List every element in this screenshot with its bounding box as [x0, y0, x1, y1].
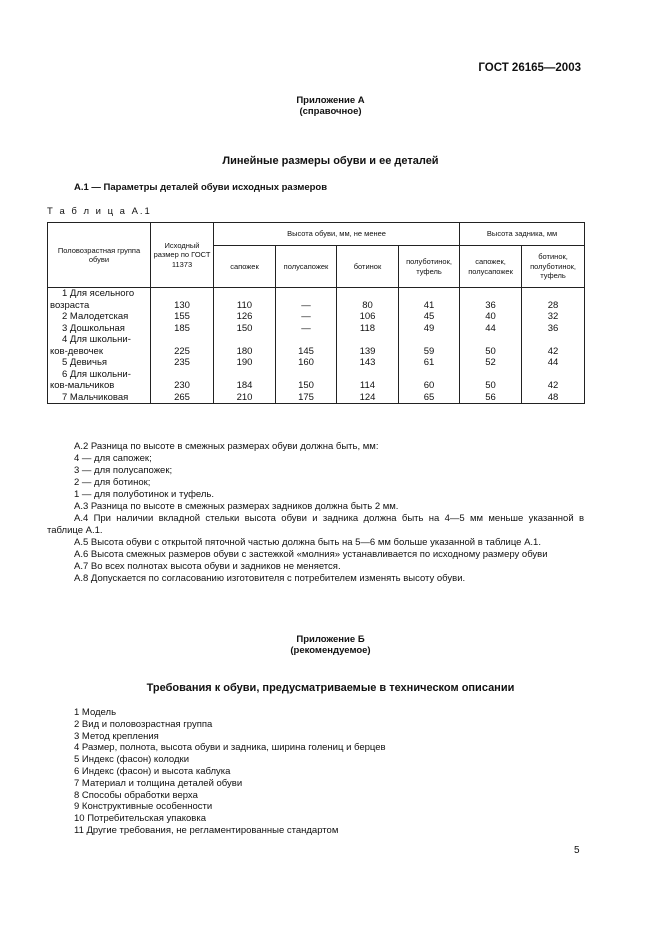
page-number: 5 — [574, 845, 580, 856]
cell: 114 — [337, 369, 399, 392]
requirements-list — [74, 707, 386, 837]
row-group-name: 1 Для ясельного возраста — [48, 288, 151, 312]
list-item: 1 Модель — [74, 707, 117, 718]
list-item: 6 Индекс (фасон) и высота каблука — [74, 765, 231, 777]
list-item: 5 Индекс (фасон) колодки — [74, 754, 189, 766]
cell: 42 — [522, 369, 585, 392]
cell: 44 — [522, 357, 585, 369]
cell: 56 — [460, 392, 522, 404]
note-a8: А.8 Допускается по согласованию изготовителя с потребителем изменять высоту обуви. — [74, 573, 466, 584]
row-group-name: 7 Мальчиковая — [48, 392, 151, 404]
cell: 130 — [151, 288, 214, 312]
row-group-name: 2 Малодетская — [48, 311, 151, 323]
note-a7: А.7 Во всех полнотах высота обуви и задников не меняется. — [74, 561, 341, 572]
subheader-half-boots: полусапожек — [276, 246, 337, 288]
cell: 52 — [460, 357, 522, 369]
cell: — — [276, 288, 337, 312]
note-a4: А.4 При наличии вкладной стельки высота обуви и задника должна быть на 4—5 мм меньше указанной в — [74, 513, 584, 524]
section-a1-heading: А.1 — Параметры деталей обуви исходных размеров — [74, 182, 328, 193]
list-item: 8 Способы обработки верха — [74, 789, 198, 801]
cell: 230 — [151, 369, 214, 392]
cell: 61 — [399, 357, 460, 369]
cell: 184 — [214, 369, 276, 392]
cell: 28 — [522, 288, 585, 312]
cell: 190 — [214, 357, 276, 369]
cell: 126 — [214, 311, 276, 323]
cell: 32 — [522, 311, 585, 323]
row-group-name: 6 Для школьни- ков-мальчиков — [48, 369, 151, 392]
row-group-name: 3 Дошкольная — [48, 323, 151, 335]
cell: 265 — [151, 392, 214, 404]
note-a2: А.2 Разница по высоте в смежных размерах обуви должна быть, мм: — [74, 441, 379, 452]
note-a2-item: 2 — для ботинок; — [74, 477, 151, 488]
cell: 118 — [337, 323, 399, 335]
note-a6: А.6 Высота смежных размеров обуви с застежкой «молния» устанавливается по исходному размеру обуви — [74, 549, 548, 560]
table-row — [48, 334, 585, 357]
cell: 106 — [337, 311, 399, 323]
note-a2-item: 1 — для полуботинок и туфель. — [74, 489, 215, 500]
subheader-ankle-boots: ботинок — [337, 246, 399, 288]
list-item: 3 Метод крепления — [74, 730, 159, 742]
table-row — [48, 357, 585, 369]
table-row — [48, 323, 585, 335]
appendix-a-heading: Линейные размеры обуви и ее деталей — [222, 155, 439, 167]
cell: 235 — [151, 357, 214, 369]
cell: 225 — [151, 334, 214, 357]
appendix-b-heading: Требования к обуви, предусматриваемые в техническом описании — [146, 682, 515, 694]
cell: 155 — [151, 311, 214, 323]
list-item: 4 Размер, полнота, высота обуви и задника, ширина голениц и берцев — [74, 742, 386, 754]
cell: 36 — [460, 288, 522, 312]
cell: 210 — [214, 392, 276, 404]
table-caption: Т а б л и ц а А.1 — [47, 206, 152, 217]
note-a4-continued: таблице А.1. — [47, 525, 103, 536]
cell: 150 — [276, 369, 337, 392]
table-row — [48, 369, 585, 392]
cell: 41 — [399, 288, 460, 312]
standard-number: ГОСТ 26165—2003 — [478, 62, 581, 74]
note-a5: А.5 Высота обуви с открытой пяточной частью должна быть на 5—6 мм больше указанной в таблице А.1. — [74, 537, 541, 548]
cell: 160 — [276, 357, 337, 369]
cell: 40 — [460, 311, 522, 323]
cell: 42 — [522, 334, 585, 357]
table-row — [48, 392, 585, 404]
cell: 180 — [214, 334, 276, 357]
note-a3: А.3 Разница по высоте в смежных размерах задников должна быть 2 мм. — [74, 501, 399, 512]
cell: 50 — [460, 334, 522, 357]
subheader-heel-shoes: ботинок, полуботинок, туфель — [522, 246, 585, 288]
cell: — — [276, 311, 337, 323]
note-a2-item: 3 — для полусапожек; — [74, 465, 173, 476]
cell: 175 — [276, 392, 337, 404]
list-item: 9 Конструктивные особенности — [74, 801, 213, 813]
cell: 143 — [337, 357, 399, 369]
cell: 145 — [276, 334, 337, 357]
list-item: 2 Вид и половозрастная группа — [74, 718, 213, 730]
cell: 49 — [399, 323, 460, 335]
cell: 44 — [460, 323, 522, 335]
subheader-heel-boots: сапожек, полусапожек — [460, 246, 522, 288]
row-group-name: 5 Девичья — [48, 357, 151, 369]
header-base-size: Исходный размер по ГОСТ 11373 — [151, 223, 214, 288]
cell: 48 — [522, 392, 585, 404]
cell: 59 — [399, 334, 460, 357]
cell: 185 — [151, 323, 214, 335]
cell: 80 — [337, 288, 399, 312]
cell: 50 — [460, 369, 522, 392]
cell: 110 — [214, 288, 276, 312]
cell: 60 — [399, 369, 460, 392]
list-item: 10 Потребительская упаковка — [74, 813, 206, 825]
subheader-boots: сапожек — [214, 246, 276, 288]
cell: 139 — [337, 334, 399, 357]
cell: — — [276, 323, 337, 335]
header-shoe-height: Высота обуви, мм, не менее — [214, 223, 460, 246]
header-heel-height: Высота задника, мм — [460, 223, 585, 246]
appendix-a-title: Приложение А — [296, 95, 365, 106]
table-row — [48, 311, 585, 323]
appendix-b-title: Приложение Б — [296, 634, 365, 645]
subheader-shoes: полуботинок, туфель — [399, 246, 460, 288]
table-row — [48, 288, 585, 312]
list-item: 11 Другие требования, не регламентированные стандартом — [74, 824, 339, 836]
cell: 36 — [522, 323, 585, 335]
appendix-b-type: (рекомендуемое) — [290, 645, 371, 656]
note-a2-item: 4 — для сапожек; — [74, 453, 152, 464]
appendix-a-type: (справочное) — [299, 106, 362, 117]
list-item: 7 Материал и толщина деталей обуви — [74, 777, 243, 789]
cell: 45 — [399, 311, 460, 323]
header-age-group: Половозрастная группа обуви — [48, 223, 151, 288]
cell: 124 — [337, 392, 399, 404]
row-group-name: 4 Для школьни- ков-девочек — [48, 334, 151, 357]
dimensions-table — [47, 222, 585, 404]
cell: 150 — [214, 323, 276, 335]
cell: 65 — [399, 392, 460, 404]
